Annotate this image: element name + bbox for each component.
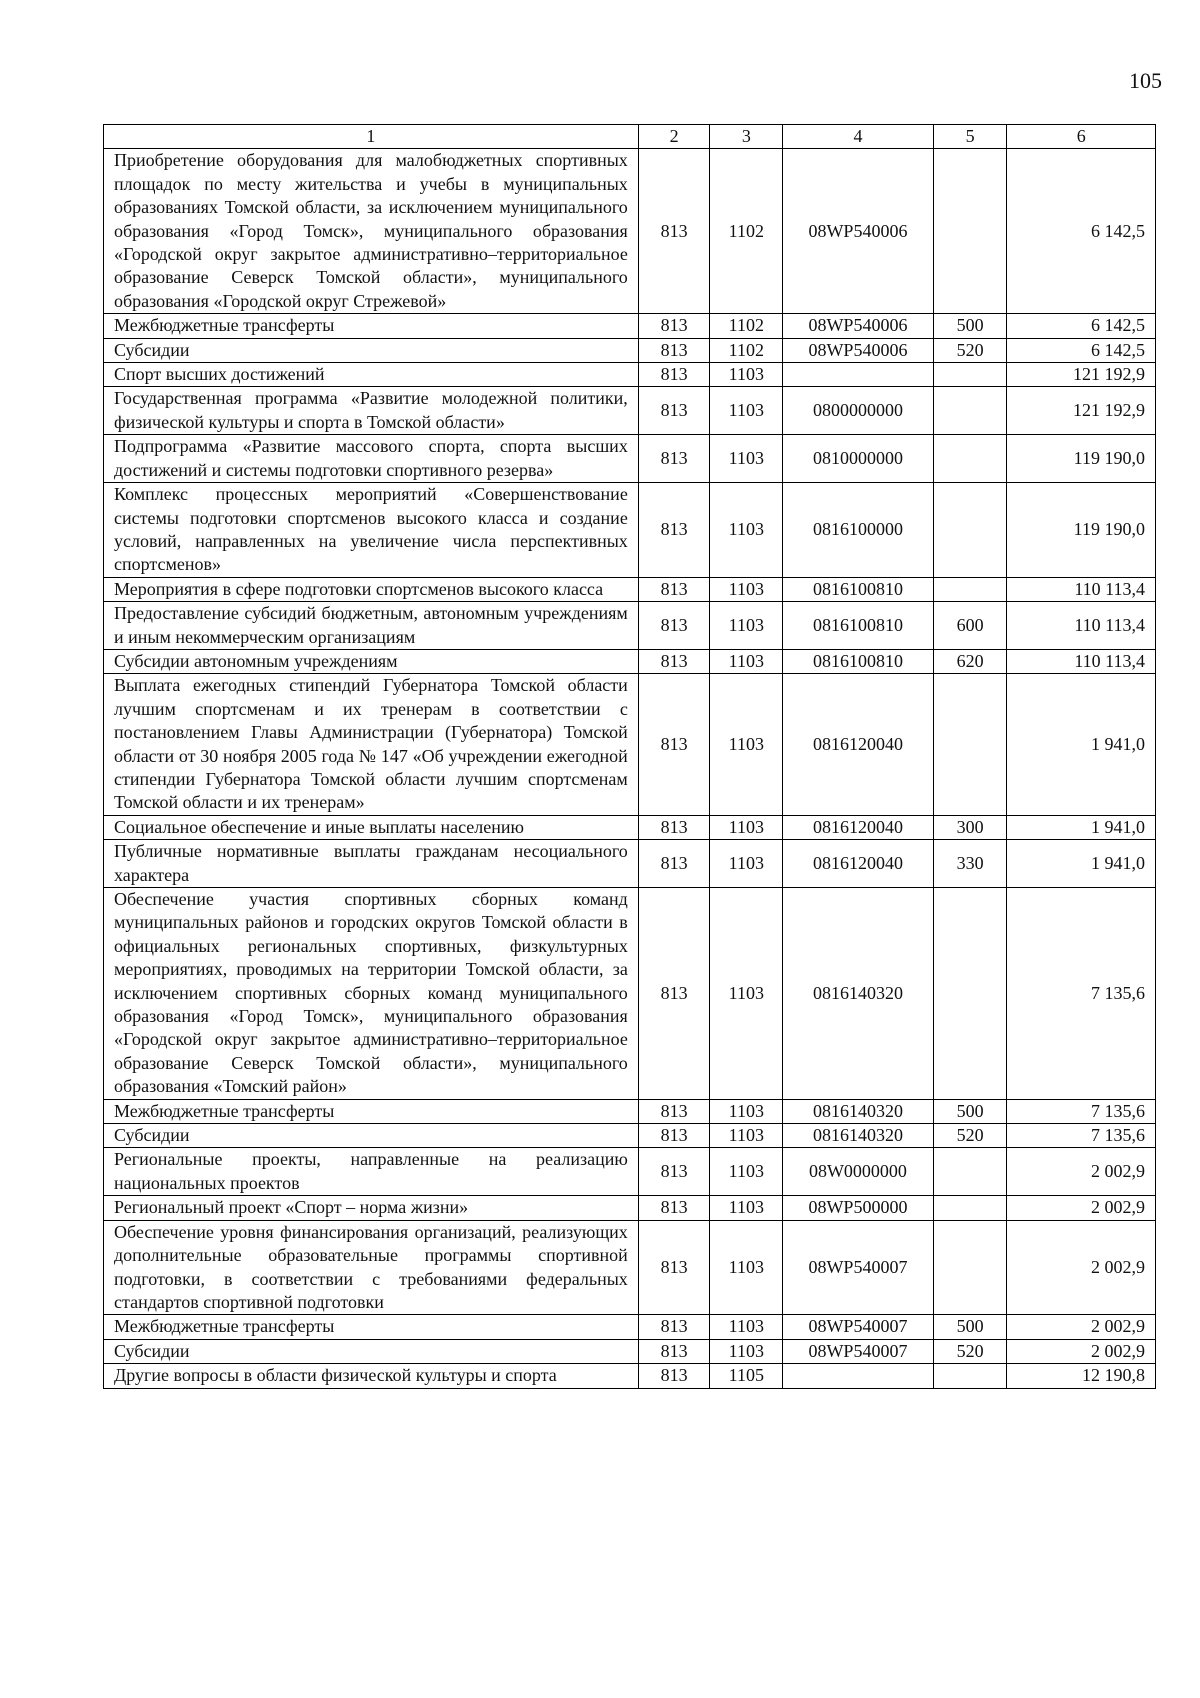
row-name-cell: Региональные проекты, направленные на реализацию национальных проектов (104, 1148, 639, 1196)
header-cell: 4 (783, 125, 934, 149)
row-name-cell: Мероприятия в сфере подготовки спортсменов высокого класса (104, 577, 639, 601)
expense-type-cell (933, 1220, 1007, 1315)
amount-cell: 2 002,9 (1007, 1315, 1156, 1339)
ministry-code-cell: 813 (638, 149, 710, 314)
ministry-code-cell: 813 (638, 1124, 710, 1148)
section-code-cell: 1103 (710, 1339, 783, 1363)
header-cell: 6 (1007, 125, 1156, 149)
target-code-cell: 0816120040 (783, 674, 934, 815)
expense-type-cell (933, 483, 1007, 578)
amount-cell: 6 142,5 (1007, 314, 1156, 338)
expense-type-cell (933, 387, 1007, 435)
amount-cell: 6 142,5 (1007, 338, 1156, 362)
row-name-cell: Приобретение оборудования для малобюджетных спортивных площадок по месту жительства и учебы в муниципальных образованиях Томской области, за исключением муниципального образования «Город Томск», муниципального образования «Городской округ закрытое административно–территориальное образование Северск Томской области», муниципального образования «Городской округ Стрежевой» (104, 149, 639, 314)
expense-type-cell: 500 (933, 1099, 1007, 1123)
section-code-cell: 1103 (710, 387, 783, 435)
target-code-cell: 0816100000 (783, 483, 934, 578)
expense-type-cell (933, 1364, 1007, 1388)
ministry-code-cell: 813 (638, 363, 710, 387)
section-code-cell: 1103 (710, 1220, 783, 1315)
row-name-cell: Публичные нормативные выплаты гражданам несоциального характера (104, 840, 639, 888)
section-code-cell: 1102 (710, 338, 783, 362)
ministry-code-cell: 813 (638, 1099, 710, 1123)
row-name-cell: Социальное обеспечение и иные выплаты населению (104, 815, 639, 839)
section-code-cell: 1102 (710, 149, 783, 314)
target-code-cell: 0816140320 (783, 1124, 934, 1148)
table-row (104, 1124, 1156, 1148)
row-name-cell: Другие вопросы в области физической культуры и спорта (104, 1364, 639, 1388)
amount-cell: 12 190,8 (1007, 1364, 1156, 1388)
ministry-code-cell: 813 (638, 674, 710, 815)
expense-type-cell (933, 363, 1007, 387)
page-number: 105 (1129, 68, 1162, 93)
table-row (104, 435, 1156, 483)
target-code-cell: 0816120040 (783, 840, 934, 888)
row-name-cell: Межбюджетные трансферты (104, 1099, 639, 1123)
ministry-code-cell: 813 (638, 888, 710, 1100)
ministry-code-cell: 813 (638, 1220, 710, 1315)
amount-cell: 1 941,0 (1007, 674, 1156, 815)
target-code-cell: 0816140320 (783, 1099, 934, 1123)
section-code-cell: 1103 (710, 1315, 783, 1339)
target-code-cell: 0800000000 (783, 387, 934, 435)
expense-type-cell: 620 (933, 649, 1007, 673)
ministry-code-cell: 813 (638, 387, 710, 435)
section-code-cell: 1105 (710, 1364, 783, 1388)
amount-cell: 1 941,0 (1007, 840, 1156, 888)
section-code-cell: 1103 (710, 483, 783, 578)
header-cell: 5 (933, 125, 1007, 149)
ministry-code-cell: 813 (638, 1196, 710, 1220)
section-code-cell: 1103 (710, 840, 783, 888)
section-code-cell: 1103 (710, 674, 783, 815)
target-code-cell: 0816140320 (783, 888, 934, 1100)
row-name-cell: Комплекс процессных мероприятий «Совершенствование системы подготовки спортсменов высокого класса и создание условий, направленных на увеличение числа перспективных спортсменов» (104, 483, 639, 578)
row-name-cell: Межбюджетные трансферты (104, 314, 639, 338)
row-name-cell: Субсидии (104, 1124, 639, 1148)
amount-cell: 2 002,9 (1007, 1220, 1156, 1315)
ministry-code-cell: 813 (638, 1364, 710, 1388)
header-cell: 3 (710, 125, 783, 149)
ministry-code-cell: 813 (638, 840, 710, 888)
section-code-cell: 1103 (710, 363, 783, 387)
amount-cell: 110 113,4 (1007, 649, 1156, 673)
expense-type-cell: 500 (933, 314, 1007, 338)
target-code-cell: 08WP500000 (783, 1196, 934, 1220)
ministry-code-cell: 813 (638, 1339, 710, 1363)
amount-cell: 7 135,6 (1007, 1124, 1156, 1148)
table-row (104, 149, 1156, 314)
table-row (104, 338, 1156, 362)
expense-type-cell (933, 1148, 1007, 1196)
target-code-cell: 08WP540006 (783, 338, 934, 362)
target-code-cell: 08WP540006 (783, 314, 934, 338)
target-code-cell (783, 1364, 934, 1388)
row-name-cell: Выплата ежегодных стипендий Губернатора Томской области лучшим спортсменам и их тренерам в соответствии с постановлением Главы Администрации (Губернатора) Томской области от 30 ноября 2005 года № 147 «Об учреждении ежегодной стипендии Губернатора Томской области лучшим спортсменам Томской области и их тренерам» (104, 674, 639, 815)
row-name-cell: Межбюджетные трансферты (104, 1315, 639, 1339)
expense-type-cell (933, 577, 1007, 601)
expense-type-cell: 520 (933, 1124, 1007, 1148)
header-cell: 1 (104, 125, 639, 149)
expense-type-cell: 520 (933, 1339, 1007, 1363)
target-code-cell: 0816100810 (783, 577, 934, 601)
target-code-cell: 08WP540006 (783, 149, 934, 314)
expense-type-cell (933, 435, 1007, 483)
ministry-code-cell: 813 (638, 577, 710, 601)
target-code-cell: 08WP540007 (783, 1315, 934, 1339)
table-row (104, 363, 1156, 387)
ministry-code-cell: 813 (638, 338, 710, 362)
expense-type-cell: 300 (933, 815, 1007, 839)
table-row (104, 577, 1156, 601)
amount-cell: 119 190,0 (1007, 435, 1156, 483)
section-code-cell: 1103 (710, 1099, 783, 1123)
row-name-cell: Субсидии автономным учреждениям (104, 649, 639, 673)
target-code-cell: 08W0000000 (783, 1148, 934, 1196)
amount-cell: 2 002,9 (1007, 1339, 1156, 1363)
ministry-code-cell: 813 (638, 435, 710, 483)
ministry-code-cell: 813 (638, 649, 710, 673)
row-name-cell: Предоставление субсидий бюджетным, автономным учреждениям и иным некоммерческим организациям (104, 602, 639, 650)
section-code-cell: 1103 (710, 888, 783, 1100)
row-name-cell: Субсидии (104, 338, 639, 362)
table-row (104, 1315, 1156, 1339)
amount-cell: 119 190,0 (1007, 483, 1156, 578)
table-row (104, 815, 1156, 839)
section-code-cell: 1103 (710, 1124, 783, 1148)
row-name-cell: Обеспечение участия спортивных сборных команд муниципальных районов и городских округов Томской области в официальных региональных спортивных, физкультурных мероприятиях, проводимых на территории Томской области, за исключением спортивных сборных команд муниципального образования «Город Томск», муниципального образования «Городской округ закрытое административно–территориальное образование Северск Томской области», муниципального образования «Томский район» (104, 888, 639, 1100)
expense-type-cell (933, 149, 1007, 314)
section-code-cell: 1103 (710, 815, 783, 839)
table-row (104, 602, 1156, 650)
expense-type-cell: 330 (933, 840, 1007, 888)
expense-type-cell: 520 (933, 338, 1007, 362)
amount-cell: 2 002,9 (1007, 1148, 1156, 1196)
expense-type-cell: 600 (933, 602, 1007, 650)
section-code-cell: 1103 (710, 1148, 783, 1196)
target-code-cell: 0816120040 (783, 815, 934, 839)
ministry-code-cell: 813 (638, 314, 710, 338)
table-row (104, 483, 1156, 578)
table-header-row (104, 125, 1156, 149)
section-code-cell: 1103 (710, 649, 783, 673)
ministry-code-cell: 813 (638, 483, 710, 578)
amount-cell: 110 113,4 (1007, 602, 1156, 650)
table-row (104, 649, 1156, 673)
table-row (104, 314, 1156, 338)
table-row (104, 387, 1156, 435)
row-name-cell: Региональный проект «Спорт – норма жизни» (104, 1196, 639, 1220)
amount-cell: 121 192,9 (1007, 363, 1156, 387)
ministry-code-cell: 813 (638, 1315, 710, 1339)
expense-type-cell (933, 888, 1007, 1100)
expense-type-cell (933, 674, 1007, 815)
section-code-cell: 1103 (710, 435, 783, 483)
expense-type-cell (933, 1196, 1007, 1220)
row-name-cell: Спорт высших достижений (104, 363, 639, 387)
budget-table (103, 124, 1156, 1389)
table-row (104, 674, 1156, 815)
table-row (104, 1196, 1156, 1220)
table-row (104, 888, 1156, 1100)
table-row (104, 1148, 1156, 1196)
row-name-cell: Субсидии (104, 1339, 639, 1363)
target-code-cell: 08WP540007 (783, 1339, 934, 1363)
section-code-cell: 1103 (710, 577, 783, 601)
target-code-cell: 0816100810 (783, 602, 934, 650)
table-row (104, 1099, 1156, 1123)
section-code-cell: 1103 (710, 602, 783, 650)
row-name-cell: Обеспечение уровня финансирования организаций, реализующих дополнительные образовательные программы спортивной подготовки, в соответствии с требованиями федеральных стандартов спортивной подготовки (104, 1220, 639, 1315)
target-code-cell: 08WP540007 (783, 1220, 934, 1315)
section-code-cell: 1102 (710, 314, 783, 338)
expense-type-cell: 500 (933, 1315, 1007, 1339)
amount-cell: 2 002,9 (1007, 1196, 1156, 1220)
amount-cell: 7 135,6 (1007, 888, 1156, 1100)
amount-cell: 110 113,4 (1007, 577, 1156, 601)
table-row (104, 840, 1156, 888)
amount-cell: 6 142,5 (1007, 149, 1156, 314)
ministry-code-cell: 813 (638, 1148, 710, 1196)
table-row (104, 1339, 1156, 1363)
header-cell: 2 (638, 125, 710, 149)
table-row (104, 1220, 1156, 1315)
ministry-code-cell: 813 (638, 602, 710, 650)
target-code-cell (783, 363, 934, 387)
table-row (104, 1364, 1156, 1388)
target-code-cell: 0810000000 (783, 435, 934, 483)
amount-cell: 1 941,0 (1007, 815, 1156, 839)
amount-cell: 7 135,6 (1007, 1099, 1156, 1123)
row-name-cell: Государственная программа «Развитие молодежной политики, физической культуры и спорта в Томской области» (104, 387, 639, 435)
section-code-cell: 1103 (710, 1196, 783, 1220)
target-code-cell: 0816100810 (783, 649, 934, 673)
row-name-cell: Подпрограмма «Развитие массового спорта, спорта высших достижений и системы подготовки спортивного резерва» (104, 435, 639, 483)
amount-cell: 121 192,9 (1007, 387, 1156, 435)
ministry-code-cell: 813 (638, 815, 710, 839)
